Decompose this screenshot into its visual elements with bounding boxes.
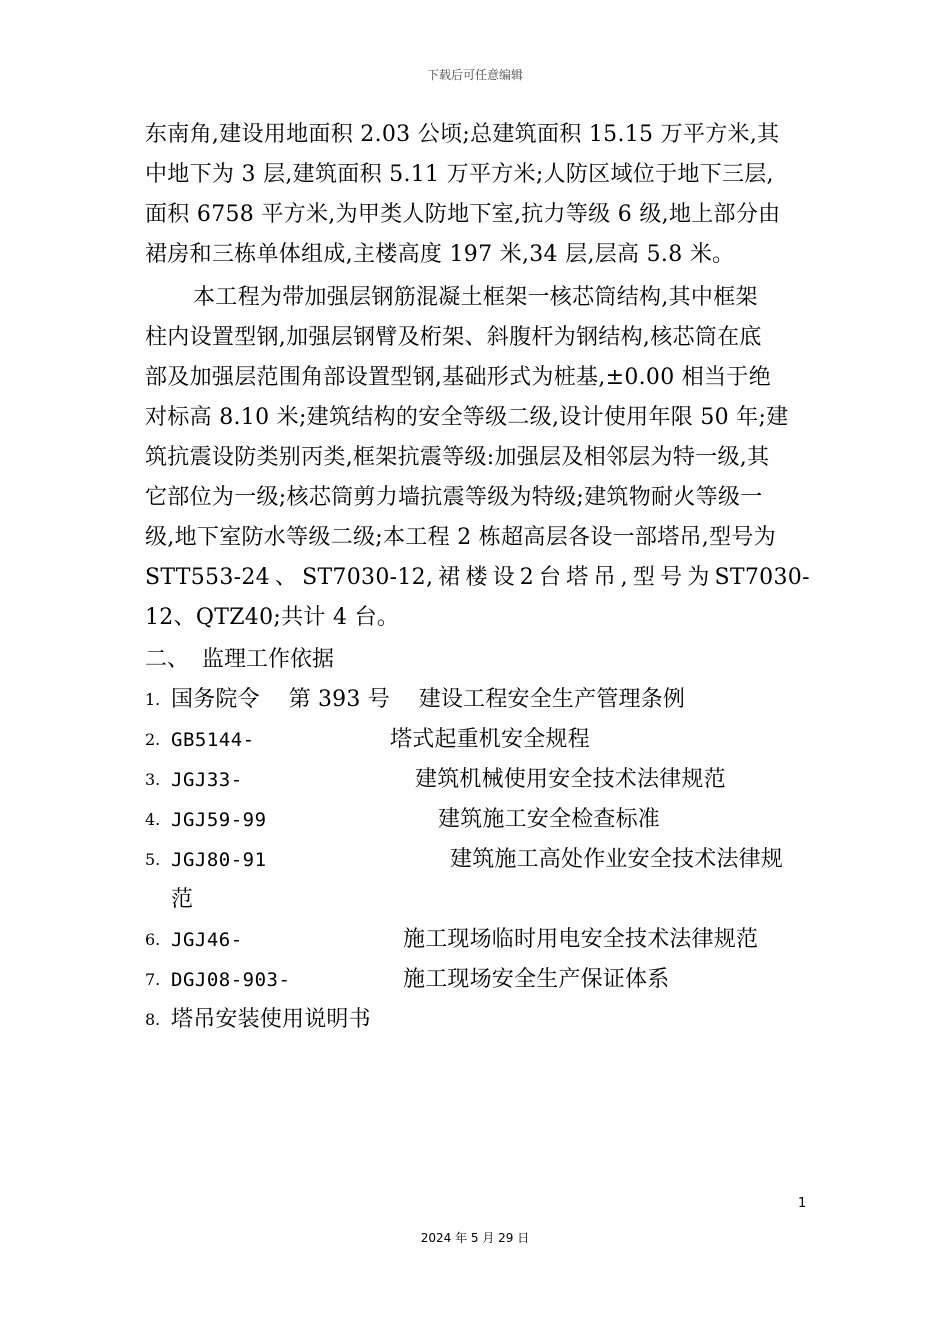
item-number: 5. [145, 850, 161, 869]
section-title: 监理工作依据 [202, 647, 335, 672]
word: 吊 [593, 565, 616, 590]
item-title: 施工现场临时用电安全技术法律规范 [403, 927, 759, 952]
item-number: 7. [145, 970, 161, 989]
item-code: JGJ33- [171, 769, 243, 791]
item-code: JGJ80-91 [171, 849, 267, 871]
text-line: 部及加强层范围角部设置型钢,基础形式为桩基,±0.00 相当于绝 [145, 365, 771, 390]
item-number: 8. [145, 1010, 161, 1029]
list-item [145, 680, 810, 720]
item-title: 范 [171, 887, 194, 912]
text-line: 裙房和三栋单体组成,主楼高度 197 米,34 层,层高 5.8 米。 [145, 242, 735, 267]
word: 设 [492, 565, 515, 590]
word: 2 [519, 565, 535, 590]
item-title: 建筑机械使用安全技术法律规范 [415, 767, 726, 792]
item-title: 建筑施工安全检查标准 [438, 807, 661, 832]
word: 型 [632, 565, 656, 590]
word: STT553-24 [145, 565, 270, 590]
page-header: 下载后可任意编辑 [426, 68, 523, 82]
footer-date: 2024 年 5 月 29 日 [420, 1231, 530, 1245]
text-line: 面积 6758 平方米,为甲类人防地下室,抗力等级 6 级,地上部分由 [145, 202, 781, 227]
word: 台 [539, 565, 562, 590]
word: 、 [274, 565, 298, 590]
section-number: 二、 [145, 647, 190, 672]
word: 塔 [566, 565, 589, 590]
word: 楼 [465, 565, 488, 590]
item-title: 塔式起重机安全规程 [390, 727, 590, 752]
list-item [145, 960, 810, 1000]
word: 裙 [438, 565, 461, 590]
word: 号 [660, 565, 683, 590]
text-line: 东南角,建设用地面积 2.03 公顷;总建筑面积 15.15 万平方米,其 [145, 122, 780, 147]
item-number: 1. [145, 690, 161, 709]
paragraph-structure [145, 278, 810, 638]
paragraph-project-overview [145, 115, 810, 275]
list-item [145, 1000, 810, 1040]
list-item [145, 760, 810, 800]
word: , [620, 565, 628, 590]
item-code: JGJ46- [171, 929, 243, 951]
item-code: DGJ08-903- [171, 969, 291, 991]
text-line: 它部位为一级;核芯筒剪力墙抗震等级为特级;建筑物耐火等级一 [145, 485, 763, 510]
section-heading [145, 640, 810, 680]
text-line: 柱内设置型钢,加强层钢臂及桁架、斜腹杆为钢结构,核芯筒在底 [145, 325, 762, 350]
item-number: 2. [145, 730, 161, 749]
list-item [145, 800, 810, 840]
text-line: 级,地下室防水等级二级;本工程 2 栋超高层各设一部塔吊,型号为 [145, 525, 776, 550]
list-item-continuation [145, 880, 810, 920]
word: ST7030-12, [302, 565, 434, 590]
item-number: 6. [145, 930, 161, 949]
item-code: JGJ59-99 [171, 809, 267, 831]
word: 为 [687, 565, 710, 590]
text-line: 本工程为带加强层钢筋混凝土框架一核芯筒结构,其中框架 [193, 285, 758, 310]
list-item [145, 720, 810, 760]
item-code: GB5144- [171, 729, 255, 751]
text-line: 中地下为 3 层,建筑面积 5.11 万平方米;人防区域位于地下三层, [145, 162, 774, 187]
text-line: 12、QTZ40;共计 4 台。 [145, 605, 400, 630]
list-item [145, 920, 810, 960]
text-line: 对标高 8.10 米;建筑结构的安全等级二级,设计使用年限 50 年;建 [145, 405, 789, 430]
text-line: 筑抗震设防类别丙类,框架抗震等级:加强层及相邻层为特一级,其 [145, 445, 770, 470]
document-body [145, 115, 810, 1040]
basis-list [145, 680, 810, 1040]
word: ST7030- [714, 565, 810, 590]
item-title: 国务院令 第 393 号 建设工程安全生产管理条例 [171, 687, 686, 712]
item-title: 塔吊安装使用说明书 [171, 1007, 371, 1032]
justified-text-line [145, 558, 810, 598]
item-number: 3. [145, 770, 161, 789]
page-number: 1 [798, 1196, 807, 1211]
item-title: 建筑施工高处作业安全技术法律规 [450, 847, 784, 872]
list-item [145, 840, 810, 880]
item-number: 4. [145, 810, 161, 829]
item-title: 施工现场安全生产保证体系 [403, 967, 670, 992]
